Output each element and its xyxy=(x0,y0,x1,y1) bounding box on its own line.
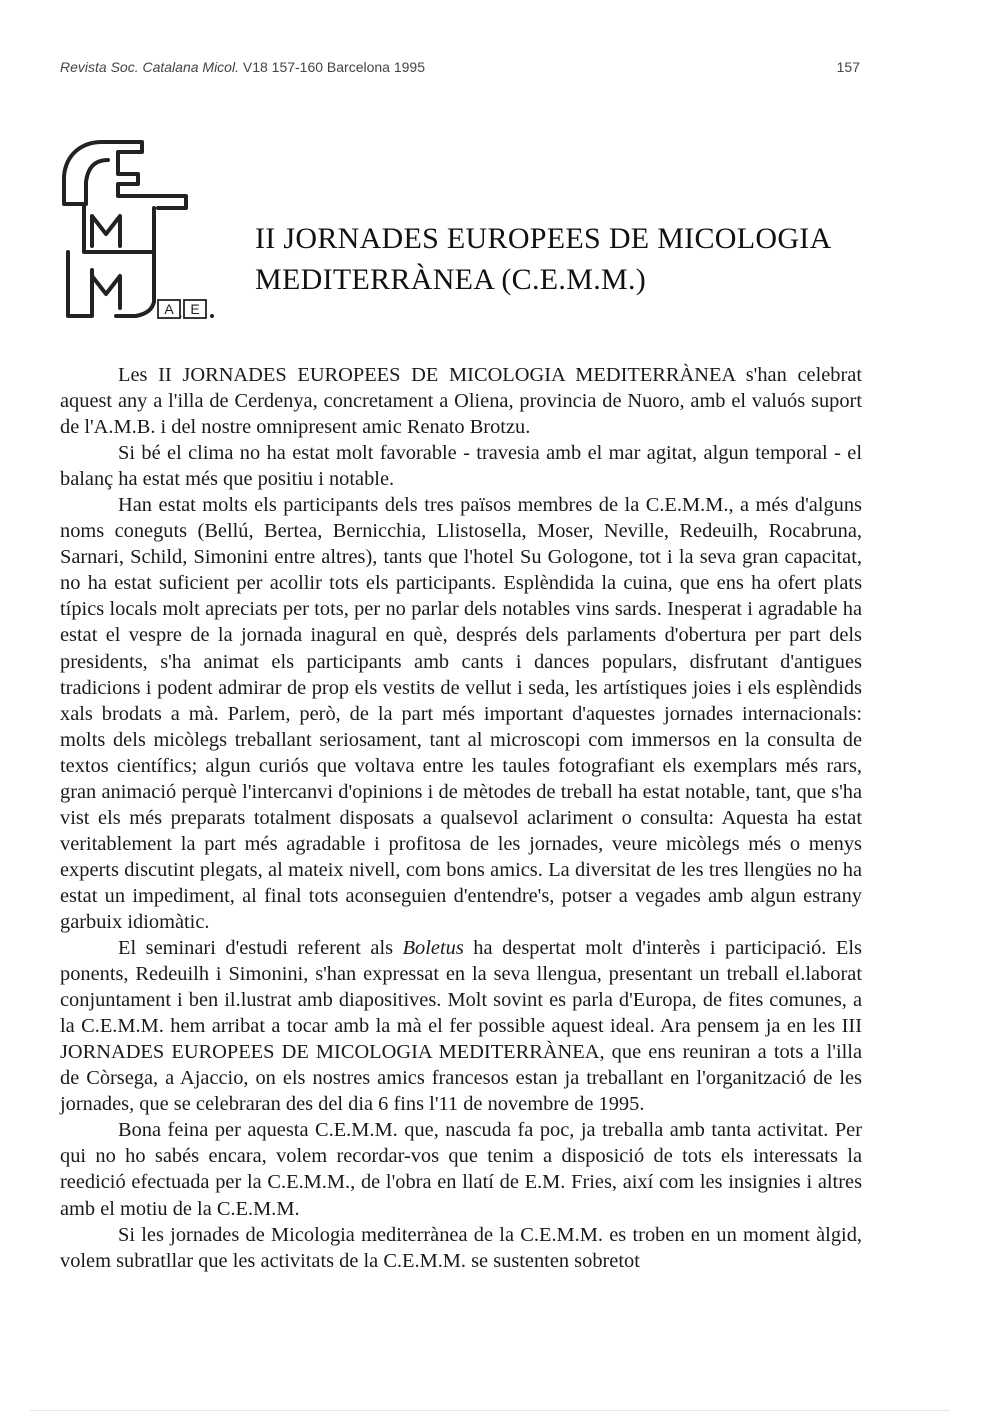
paragraph-1: Les II JORNADES EUROPEES DE MICOLOGIA MEDITERRÀNEA s'han celebrat aquest any a l'illa de Cerdenya, concretament a Oliena, provincia de Nuoro, amb el valuós suport de l'A.M.B. i del nostre omnipresent amic Renato Brotzu. xyxy=(60,364,862,439)
title-line-1: II JORNADES EUROPEES DE MICOLOGIA xyxy=(255,222,832,255)
paragraph-6: Si les jornades de Micologia mediterrànea de la C.E.M.M. es troben en un moment àlgid, volem subratllar que les activitats de la C.E.M.M. se sustenten sobretot xyxy=(60,1223,862,1272)
cemm-logo-icon xyxy=(58,130,220,330)
page-bottom-rule xyxy=(30,1410,950,1411)
boletus-term: Boletus xyxy=(402,937,464,960)
logo-text-dot: . xyxy=(179,309,183,320)
paragraph-2: Si bé el clima no ha estat molt favorable - travesia amb el mar agitat, algun temporal - el balanç ha estat més que positiu i notable. xyxy=(60,442,862,491)
article-title xyxy=(255,218,895,300)
logo-text-e: E xyxy=(190,301,200,317)
logo-text-a: A xyxy=(164,301,174,317)
paragraph-4 xyxy=(60,935,862,1117)
page-header xyxy=(60,59,860,75)
paragraph-3: Han estat molts els participants dels tres països membres de la C.E.M.M., a més d'alguns noms coneguts (Bellú, Bertea, Bernicchia, Llistosella, Moser, Neville, Redeuilh, Rocabruna, Sarnari, Schild, Simonini entre altres), tants que l'hotel Su Gologone, tot i la seva gran capacitat, no ha estat suficient per acollir tots els participants. Esplèndida la cuina, que ens ha ofert plats típics locals molt apreciats per tots, per no parlar dels notables vins sards. Inesperat i agradable ha estat el vespre de la jornada inagural en què, després dels parlaments d'obertura per part dels presidents, s'ha animat els participants amb cants i dances populars, disfrutant d'antigues tradicions i podent admirar de prop els vestits de vellut i seda, les artístiques joies i els esplèndids xals brodats a mà. Parlem, però, de la part més important d'aquestes jornades internacionals: molts dels micòlegs treballant seriosament, tant al microscopi com immersos en la consulta de textos científics; algun curiós que voltava entre les taules fotografiant els exemplars més rars, gran animació perquè l'intercanvi d'opinions i de mètodes de treball ha estat notable, tant, que s'ha vist els més preparats totalment disposats a qualsevol aclariment o consulta: Aquesta ha estat veritablement la part més agradable i profitosa de les jornades, veure micòlegs més o menys experts discutint plegats, al mateix nivell, com bons amics. La diversitat de les tres llengües no ha estat un impediment, al final tots aconseguien d'entendre's, potser a vegades amb algun estrany garbuix idiomàtic. xyxy=(60,494,862,933)
journal-citation: V18 157-160 Barcelona 1995 xyxy=(238,59,426,75)
paragraph-4-start: El seminari d'estudi referent als xyxy=(118,937,403,960)
paragraph-4-end: ha despertat molt d'interès i participació. Els ponents, Redeuilh i Simonini, s'han expressat en la seva llengua, presentant un treball el.laborat conjuntament i ben il.lustrat amb diapositives. Molt sovint es parla d'Europa, de fites comunes, a la C.E.M.M. hem arribat a tocar amb la mà el fer possible aquest ideal. Ara pensem ja en les III JORNADES EUROPEES DE MICOLOGIA MEDITERRÀNEA, que ens reuniran a tots a l'illa de Còrsega, a Ajaccio, on els nostres amics francesos estan ja treballant en l'organització de les jornades, que se celebraran des del dia 6 fins l'11 de novembre de 1995. xyxy=(60,937,862,1116)
article-body xyxy=(60,362,862,1274)
page-number: 157 xyxy=(836,59,860,75)
title-line-2: MEDITERRÀNEA (C.E.M.M.) xyxy=(255,263,647,296)
paragraph-5: Bona feina per aquesta C.E.M.M. que, nascuda fa poc, ja treballa amb tanta activitat. Per qui no ho sabés encara, volem recordar-vos que tenim a disposició de tots els interessats la reedició efectuada per la C.E.M.M., de l'obra en llatí de E.M. Fries, així com les insignies i altres amb el motiu de la C.E.M.M. xyxy=(60,1119,862,1220)
journal-name: Revista Soc. Catalana Micol. xyxy=(60,59,239,75)
